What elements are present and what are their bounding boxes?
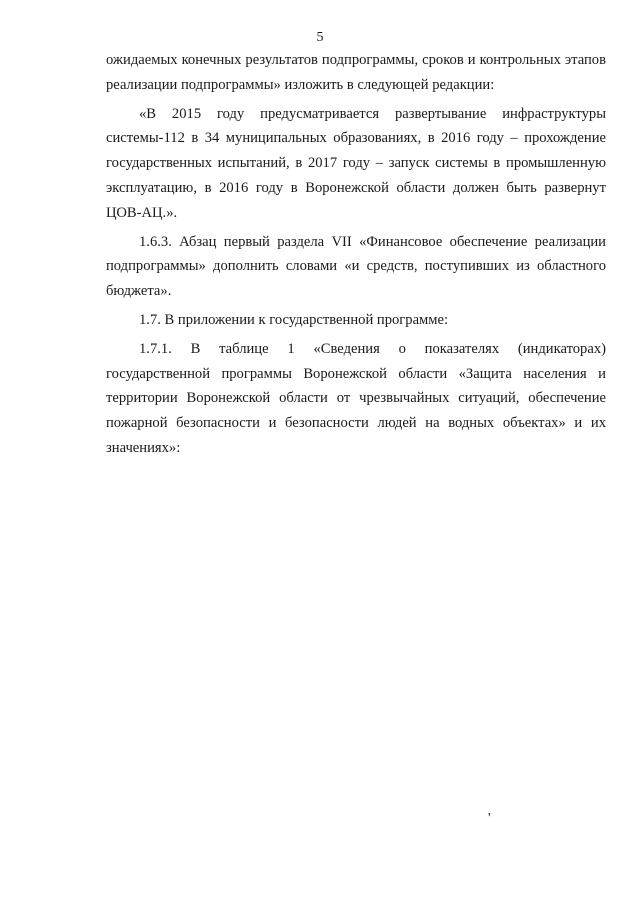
paragraph-quote-2015: «В 2015 году предусматривается развертывание инфраструктуры системы-112 в 34 муниципальных образованиях, в 2016 году – прохождение государственных испытаний, в 2017 году – запуск системы в промышленную эксплуатацию, в 2016 году в Воронежской области должен быть развернут ЦОВ-АЦ.». (106, 105, 606, 221)
document-body (106, 48, 606, 465)
paragraph-1-6-3: 1.6.3. Абзац первый раздела VII «Финансовое обеспечение реализации подпрограммы» дополнить словами «и средств, поступивших из областного бюджета». (106, 233, 606, 300)
paragraph-continuation: ожидаемых конечных результатов подпрограммы, сроков и контрольных этапов реализации подпрограммы» изложить в следующей редакции: (106, 52, 606, 93)
paragraph-1-7-1: 1.7.1. В таблице 1 «Сведения о показателях (индикаторах) государственной программы Воронежской области «Защита населения и территории Воронежской области от чрезвычайных ситуаций, обеспечение пожарной безопасности и безопасности людей на водных объектах» и их значениях»: (106, 340, 606, 456)
paragraph-1-7: 1.7. В приложении к государственной программе: (139, 311, 449, 328)
stray-mark: ' (488, 811, 491, 826)
page-number: 5 (316, 30, 324, 45)
